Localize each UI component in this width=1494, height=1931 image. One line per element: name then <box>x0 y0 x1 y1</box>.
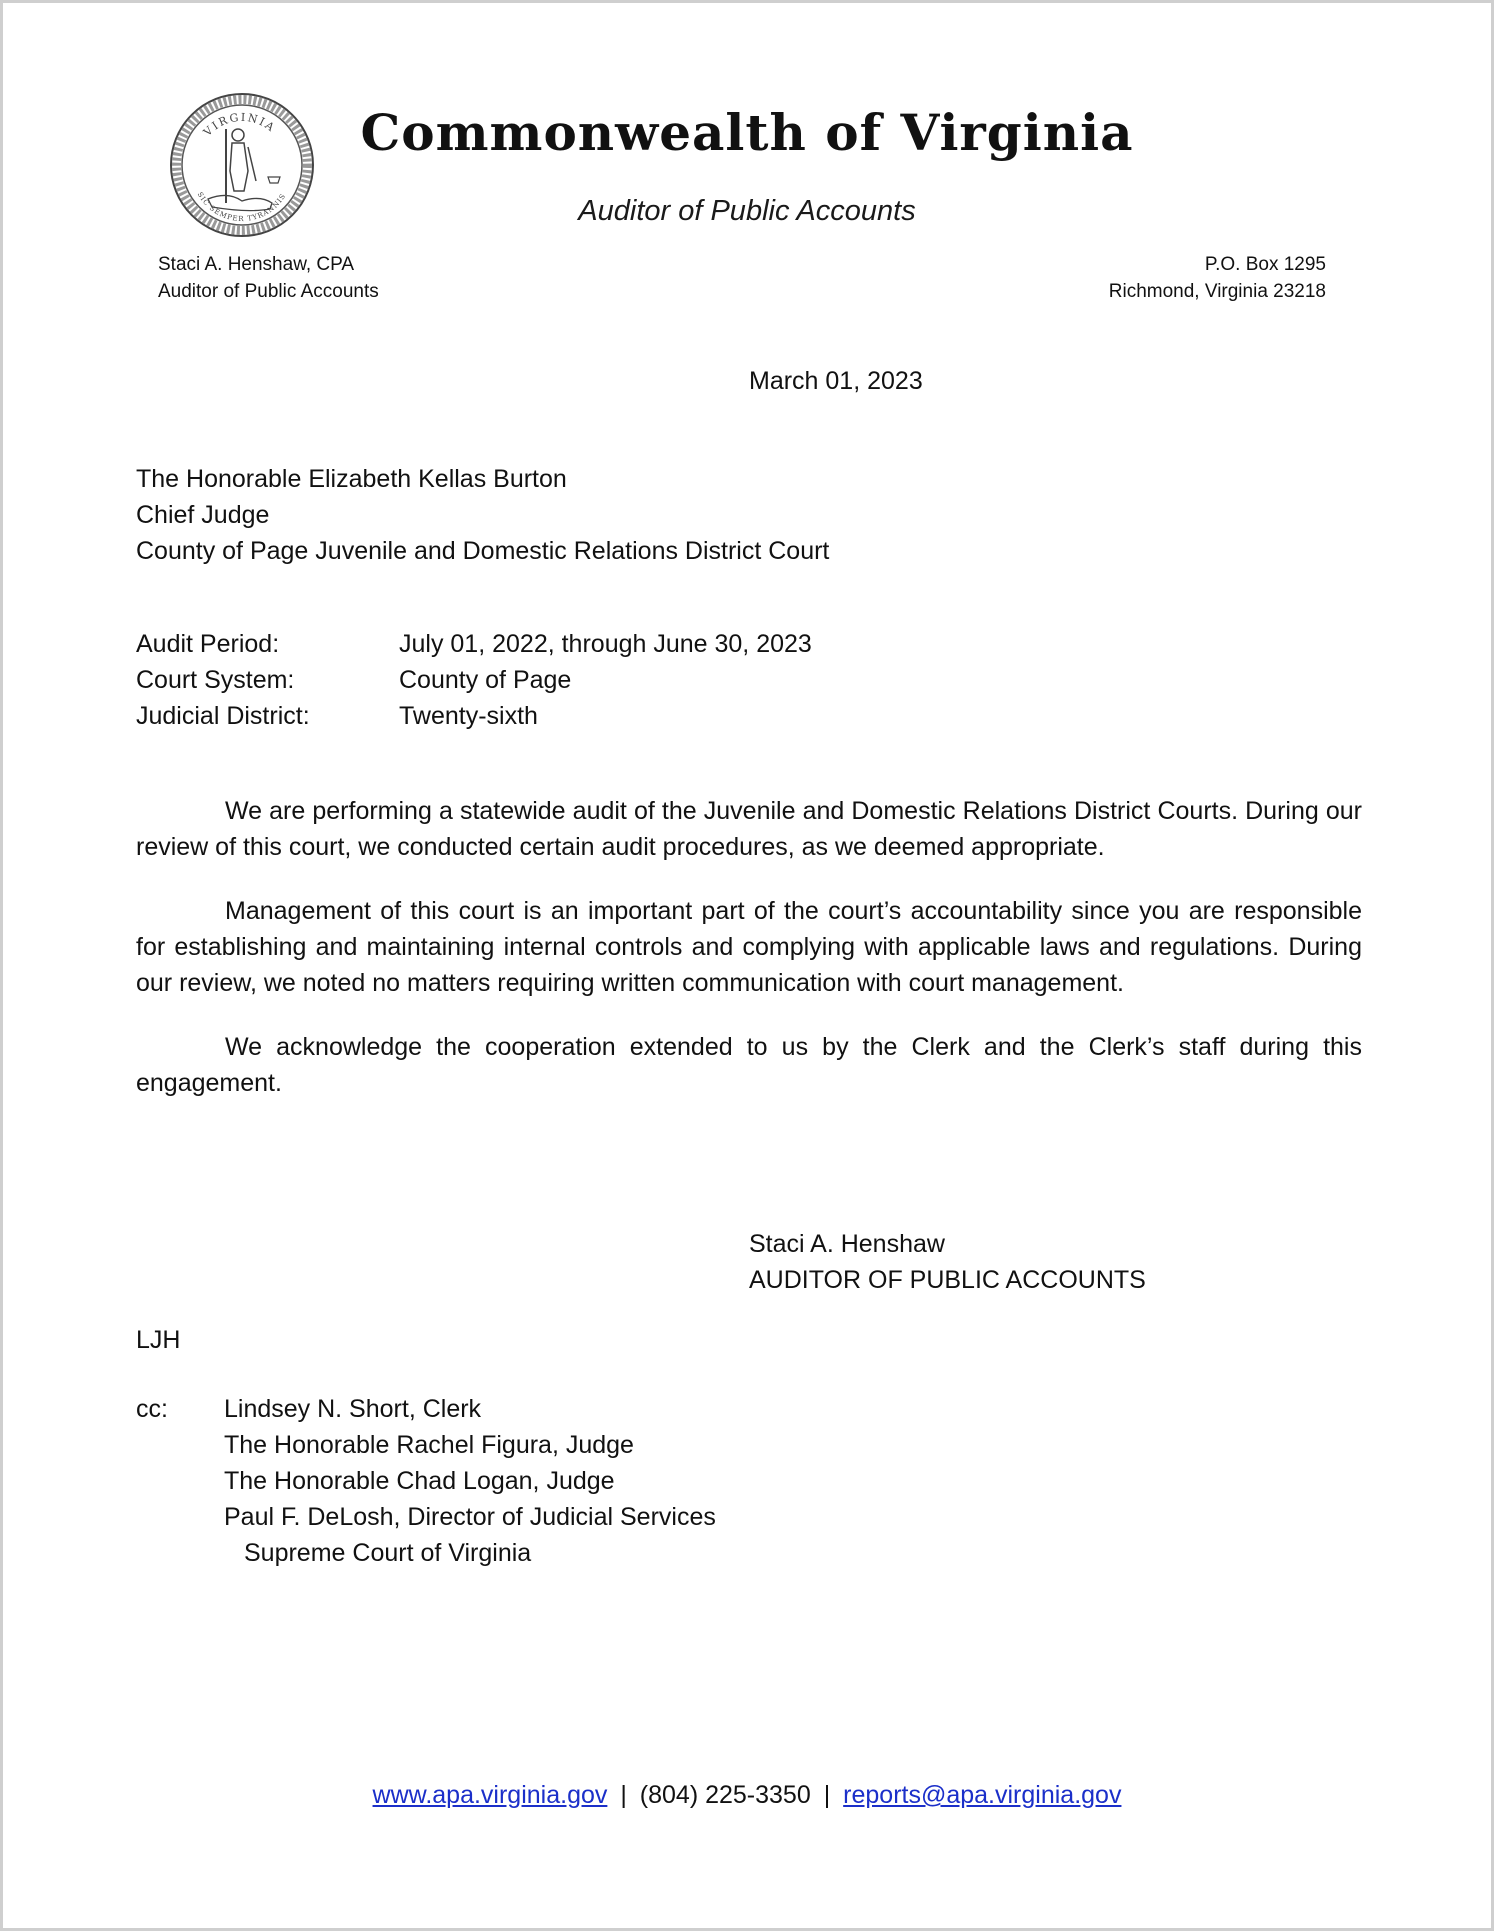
detail-value: Twenty-sixth <box>399 702 538 730</box>
recipient-title: Chief Judge <box>136 501 270 529</box>
signature-block <box>749 1226 1146 1298</box>
body-paragraph-2: Management of this court is an important part of the court’s accountability since you are responsible for establishing and maintaining internal controls and complying with applicable laws and regulations. During our review, we noted no matters requiring written communication with court management. <box>136 897 1362 997</box>
cc-recipient: The Honorable Rachel Figura, Judge <box>224 1431 634 1459</box>
letterhead-subtitle: Auditor of Public Accounts <box>578 195 916 227</box>
recipient-organization: County of Page Juvenile and Domestic Relations District Court <box>136 537 830 565</box>
detail-value: County of Page <box>399 666 572 694</box>
letterhead-title <box>3 103 1491 162</box>
detail-label: Court System: <box>136 666 295 694</box>
letter-body <box>136 793 1362 1129</box>
address-line-1: P.O. Box 1295 <box>1204 254 1326 275</box>
address-line-2: Richmond, Virginia 23218 <box>1108 281 1326 302</box>
signature-title: AUDITOR OF PUBLIC ACCOUNTS <box>749 1266 1146 1294</box>
cc-recipient: Lindsey N. Short, Clerk <box>224 1395 482 1423</box>
detail-label: Judicial District: <box>136 702 310 730</box>
sender-name: Staci A. Henshaw, CPA <box>158 254 355 275</box>
detail-value: July 01, 2022, through June 30, 2023 <box>399 630 812 658</box>
email-link[interactable]: reports@apa.virginia.gov <box>843 1781 1122 1809</box>
footer-contact <box>3 1781 1491 1810</box>
return-address <box>1109 251 1326 305</box>
body-paragraph-3: We acknowledge the cooperation extended to us by the Clerk and the Clerk’s staff during this engagement. <box>136 1033 1362 1097</box>
detail-row-court-system <box>136 662 812 698</box>
svg-text:VIRGINIA: VIRGINIA <box>200 110 279 139</box>
letterhead-title-text: Commonwealth of Virginia <box>360 103 1134 162</box>
recipient-block <box>136 461 829 569</box>
signature-name: Staci A. Henshaw <box>749 1230 945 1258</box>
cc-label: cc: <box>136 1395 168 1423</box>
detail-row-judicial-district <box>136 698 812 734</box>
phone-number: (804) 225-3350 <box>639 1781 811 1809</box>
website-link[interactable]: www.apa.virginia.gov <box>372 1781 608 1809</box>
typist-initials: LJH <box>136 1326 181 1354</box>
sender-block <box>158 251 379 305</box>
body-paragraph-1: We are performing a statewide audit of the Juvenile and Domestic Relations District Courts. During our review of this court, we conducted certain audit procedures, as we deemed appropriate. <box>136 797 1362 861</box>
footer-separator: | <box>620 1781 627 1809</box>
cc-recipient-sub: Supreme Court of Virginia <box>244 1539 532 1567</box>
audit-details <box>136 626 812 734</box>
cc-block <box>136 1391 716 1571</box>
detail-label: Audit Period: <box>136 630 280 658</box>
letter-date: March 01, 2023 <box>749 367 923 395</box>
recipient-name: The Honorable Elizabeth Kellas Burton <box>136 465 567 493</box>
sender-title: Auditor of Public Accounts <box>158 281 379 302</box>
footer-separator: | <box>823 1781 831 1809</box>
detail-row-audit-period <box>136 626 812 662</box>
cc-list <box>224 1391 716 1571</box>
cc-recipient: The Honorable Chad Logan, Judge <box>224 1467 615 1495</box>
svg-text:SIC SEMPER TYRANNIS: SIC SEMPER TYRANNIS <box>195 190 288 224</box>
cc-recipient: Paul F. DeLosh, Director of Judicial Services <box>224 1503 716 1531</box>
